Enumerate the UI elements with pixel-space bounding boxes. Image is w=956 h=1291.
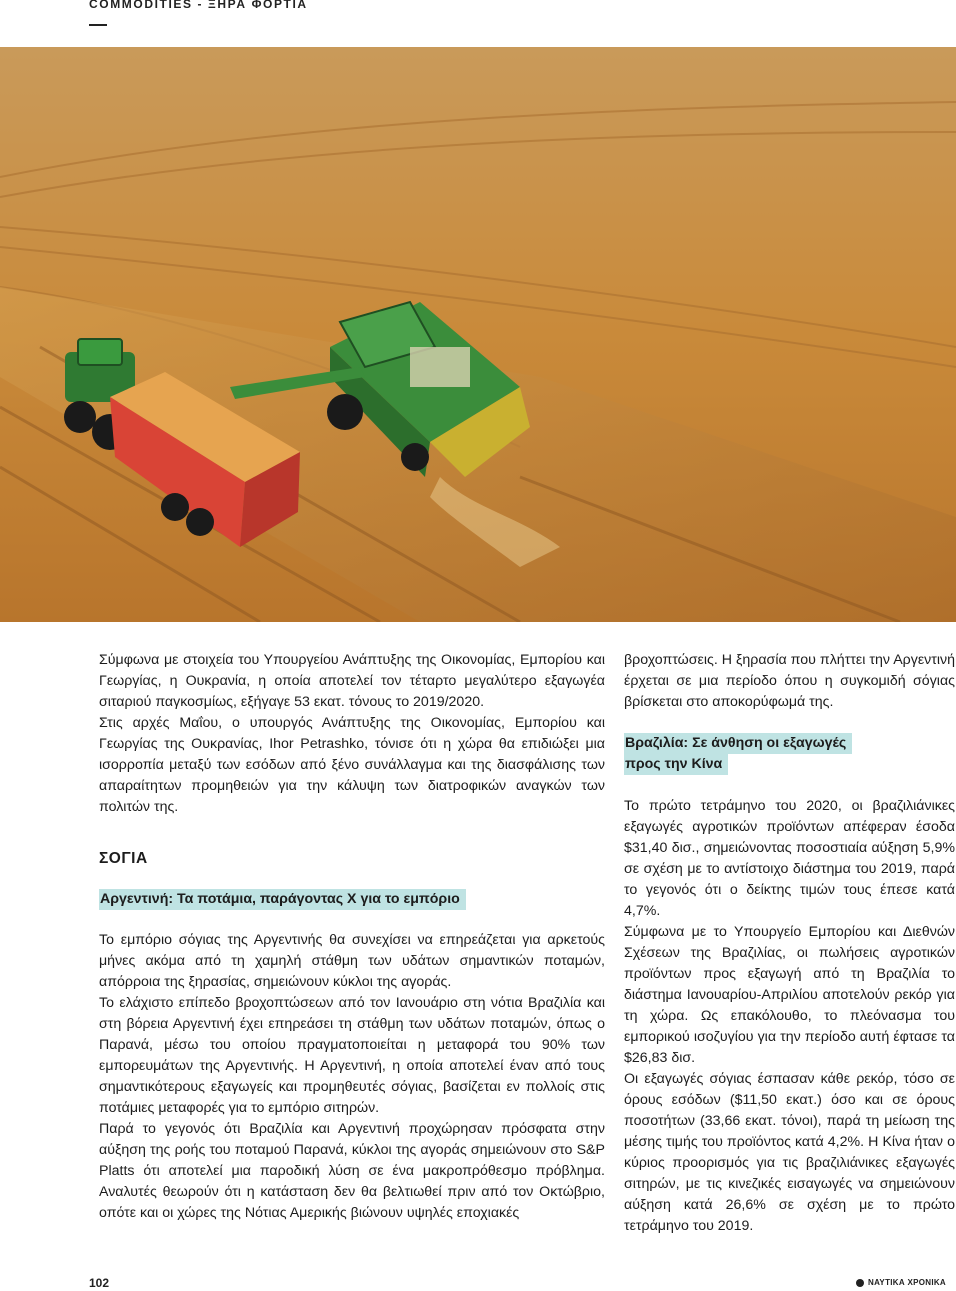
harvest-illustration [0, 47, 956, 622]
page-number: 102 [89, 1276, 110, 1290]
ukraine-minister-paragraph: Στις αρχές Μαΐου, ο υπουργός Ανάπτυξης της Οικονομίας, Εμπορίου και Γεωργίας της Ουκρανίας, Ihor Petrashko, τόνισε ότι η χώρα θα επιδιώξει μια ισορροπία μεταξύ των εσόδων από ξένο συνάλλαγμα και της διασφάλισης των απαραίτητων προμηθειών για την κάλυψη των διατροφικών αναγκών των πολιτών της. [99, 715, 605, 815]
drought-continuation-paragraph: βροχοπτώσεις. Η ξηρασία που πλήττει την Αργεντινή έρχεται σε μια περίοδο όπου η συγκομιδή σόγιας βρίσκεται στο αποκορύφωμά της. [624, 652, 955, 710]
brazil-ministry-paragraph: Σύμφωνα με το Υπουργείο Εμπορίου και Διεθνών Σχέσεων της Βραζιλίας, οι πωλήσεις αγροτικών προϊόντων προς εξαγωγή από τη Βραζιλία το διάστημα Ιανουαρίου-Απριλίου αποτελούν ρεκόρ για τη χώρα. Ως επακόλουθο, το πλεόνασμα του εμπορικού ισοζυγίου για την περίοδο αυτή έφτασε τα $26,83 δισ. [624, 924, 955, 1066]
argentina-rainfall-paragraph: Το ελάχιστο επίπεδο βροχοπτώσεων από τον Ιανουάριο στη νότια Βραζιλία και στη βόρεια Αργεντινή έχει επηρεάσει τη στάθμη των υδάτων ποταμών, όπως ο Παρανά, μέσω του οποίου πραγματοποιείται η μεταφορά του 90% των εμπορευμάτων της Αργεντινής. Η Αργεντινή, η οποία αποτελεί έναν από τους σημαντικότερους εξαγωγείς και προμηθευτές σόγιας, βασίζεται εν πολλοίς στις ποτάμιες μεταφορές για το εμπόριο σιτηρών. [99, 995, 605, 1116]
argentina-subhead: Αργεντινή: Τα ποτάμια, παράγοντας Χ για το εμπόριο [99, 889, 466, 910]
brand-logo-icon [856, 1279, 864, 1287]
section-header: COMMODITIES - ΞΗΡΑ ΦΟΡΤΙΑ [89, 0, 308, 11]
brazil-exports-paragraph: Το πρώτο τετράμηνο του 2020, οι βραζιλιάνικες εξαγωγές αγροτικών προϊόντων απέφεραν έσοδα $31,40 δισ., σημειώνοντας ποσοστιαία αύξηση 5,9% σε σχέση με το αντίστοιχο διάστημα του 2019, παρά το γεγονός ότι ο δείκτης τιμών τους έπεσε κατά 4,7%. [624, 798, 955, 919]
ukraine-exports-paragraph: Σύμφωνα με στοιχεία του Υπουργείου Ανάπτυξης της Οικονομίας, Εμπορίου και Γεωργίας, η Ουκρανία, η οποία αποτελεί τον τέταρτο μεγαλύτερο εξαγωγέα σιταριού παγκοσμίως, εξήγαγε 53 εκατ. τόνους το 2019/2020. [99, 652, 605, 710]
footer-brand [856, 1278, 946, 1287]
header-dash [89, 24, 107, 26]
harvest-photo [0, 47, 956, 622]
section-title-soy: ΣΟΓΙΑ [99, 850, 148, 867]
right-column [624, 650, 955, 1237]
parana-flow-paragraph: Παρά το γεγονός ότι Βραζιλία και Αργεντινή προχώρησαν πρόσφατα στην αύξηση της ροής του ποταμού Παρανά, κύκλοι της αγοράς σημειώνουν στο S&P Platts ότι αποτελεί μια παροδική λύση σε ένα μακροπρόθεσμο πρόβλημα. Αναλυτές θεωρούν ότι η κατάσταση δεν θα βελτιωθεί πριν από τον Οκτώβριο, οπότε και οι χώρες της Νότιας Αμερικής βιώνουν υψηλές εποχιακές [99, 1121, 605, 1221]
argentina-rivers-paragraph: Το εμπόριο σόγιας της Αργεντινής θα συνεχίσει να επηρεάζεται για αρκετούς μήνες ακόμα από τη χαμηλή στάθμη των υδάτων σημαντικών ποταμών, απόρροια της ξηρασίας, σημειώνουν κύκλοι της αγοράς. [99, 932, 605, 990]
brand-name: ΝΑΥΤΙΚΑ ΧΡΟΝΙΚΑ [868, 1278, 946, 1287]
brazil-subhead-line2: προς την Κίνα [624, 754, 728, 775]
brazil-soy-records-paragraph: Οι εξαγωγές σόγιας έσπασαν κάθε ρεκόρ, τόσο σε όρους εσόδων ($11,50 εκατ.) όσο και σε όρους ποσοτήτων (33,66 εκατ. τόνοι), παρά τη μείωση της μέσης τιμής του προϊόντος κατά 4,2%. Η Κίνα ήταν ο κύριος προορισμός για τις βραζιλιάνικες εξαγωγές σιτηρών, με τις κινεζικές εισαγωγές να σημειώνουν αύξηση κατά 26,6% σε σχέση με το πρώτο τετράμηνο του 2019. [624, 1071, 955, 1234]
brazil-subhead-line1: Βραζιλία: Σε άνθηση οι εξαγωγές [624, 733, 852, 754]
left-column [99, 650, 605, 1224]
